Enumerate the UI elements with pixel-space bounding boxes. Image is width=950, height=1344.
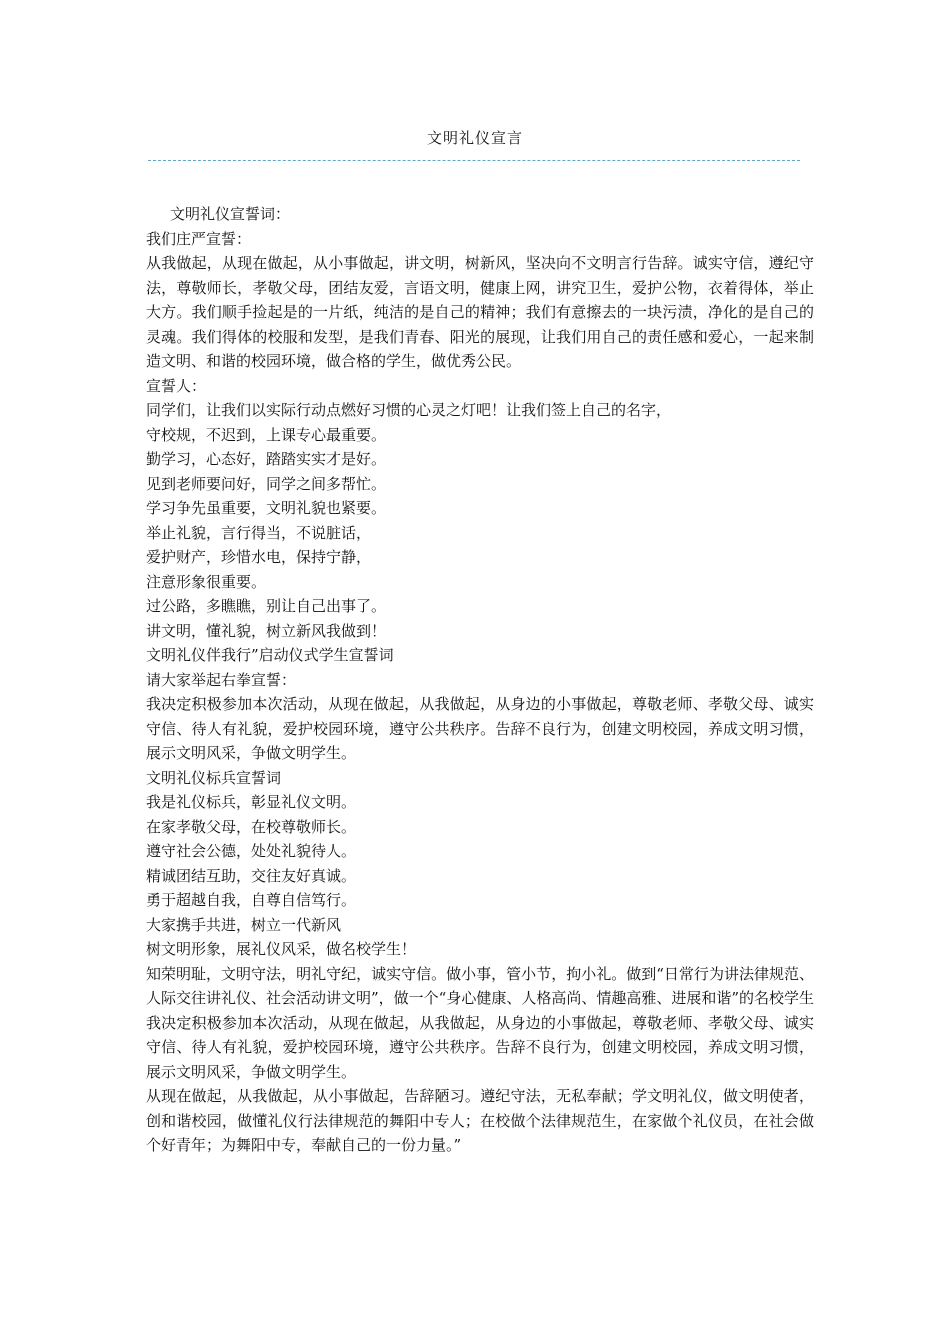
text-paragraph: 从现在做起，从我做起，从小事做起，告辞陋习。遵纪守法，无私奉献；学文明礼仪，做文明使者，创和谐校园，做懂礼仪行法律规范的舞阳中专人；在校做个法律规范生，在家做个礼仪员，在社会做个好青年；为舞阳中专，奉献自己的一份力量。” [146, 1087, 814, 1154]
text-line: 宣誓人： [146, 376, 207, 395]
text-line: 大家携手共进，树立一代新风 [146, 915, 342, 934]
text-paragraph: 从我做起，从现在做起，从小事做起，讲文明，树新风，坚决向不文明言行告辞。诚实守信，遵纪守法，尊敬师长，孝敬父母，团结友爱，言语文明，健康上网，讲究卫生，爱护公物，衣着得体，举止大方。我们顺手捡起是的一片纸，纯洁的是自己的精神；我们有意擦去的一块污渍，净化的是自己的灵魂。我们得体的校服和发型，是我们青春、阳光的展现，让我们用自己的责任感和爱心，一起来制造文明、和谐的校园环境，做合格的学生，做优秀公民。 [146, 254, 814, 370]
text-paragraph: 我决定积极参加本次活动，从现在做起，从我做起，从身边的小事做起，尊敬老师、孝敬父母、诚实守信、待人有礼貌，爱护校园环境，遵守公共秩序。告辞不良行为，创建文明校园，养成文明习惯，展示文明风采，争做文明学生。 [146, 695, 814, 762]
text-paragraph: 我决定积极参加本次活动，从现在做起，从我做起，从身边的小事做起，尊敬老师、孝敬父母、诚实守信、待人有礼貌，爱护校园环境，遵守公共秩序。告辞不良行为，创建文明校园，养成文明习惯，展示文明风采，争做文明学生。 [146, 1013, 814, 1081]
section-heading: 文明礼仪伴我行”启动仪式学生宣誓词 [146, 646, 394, 664]
text-line: 我们庄严宣誓： [146, 229, 252, 248]
text-line: 守校规，不迟到，上课专心最重要。 [146, 425, 387, 444]
text-paragraph: 知荣明耻，文明守法，明礼守纪，诚实守信。做小事，管小节，拘小礼。做到“日常行为讲法律规范、人际交往讲礼仪、社会活动讲文明”，做一个“身心健康、人格高尚、情趣高雅、进展和谐”的名校学生 [146, 964, 815, 1007]
oath-heading: 文明礼仪宣誓词： [170, 205, 291, 223]
text-line: 在家孝敬父母，在校尊敬师长。 [146, 817, 357, 836]
title-divider [148, 160, 800, 161]
text-line: 学习争先虽重要，文明礼貌也紧要。 [146, 499, 387, 517]
text-line: 同学们，让我们以实际行动点燃好习惯的心灵之灯吧！让我们签上自己的名字， [146, 401, 672, 419]
document-title: 文明礼仪宣言 [426, 129, 523, 147]
text-line: 树文明形象，展礼仪风采，做名校学生！ [146, 940, 417, 958]
text-line: 过公路，多瞧瞧，别让自己出事了。 [146, 597, 387, 615]
text-line: 注意形象很重要。 [146, 572, 267, 591]
text-line: 讲文明，懂礼貌，树立新风我做到！ [146, 621, 387, 640]
text-line: 勤学习，心态好，踏踏实实才是好。 [146, 450, 387, 468]
text-line: 见到老师要问好，同学之间多帮忙。 [146, 474, 387, 493]
text-line: 遵守社会公德，处处礼貌待人。 [146, 842, 357, 860]
text-line: 请大家举起右拳宣誓： [146, 670, 297, 689]
section-heading: 文明礼仪标兵宣誓词 [146, 768, 282, 787]
text-line: 我是礼仪标兵，彰显礼仪文明。 [146, 793, 357, 811]
document-body [146, 202, 814, 1158]
text-line: 精诚团结互助，交往友好真诚。 [146, 866, 357, 885]
text-line: 爱护财产，珍惜水电，保持宁静， [146, 548, 372, 566]
text-line: 勇于超越自我，自尊自信笃行。 [146, 891, 357, 909]
text-line: 举止礼貌，言行得当，不说脏话， [146, 523, 372, 542]
